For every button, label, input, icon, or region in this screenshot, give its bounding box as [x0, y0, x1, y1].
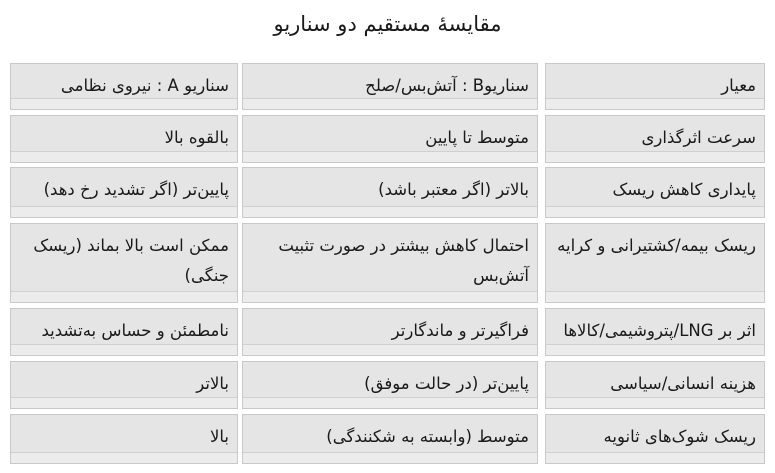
header-criterion: معیار	[721, 76, 756, 95]
header-scenario-b: سناریوB : آتش‌بس/صلح	[365, 76, 529, 95]
header-scenario-a: سناریو A : نیروی نظامی	[60, 76, 229, 95]
table-row-scenario-b: متوسط (وابسته به شکنندگی)	[242, 414, 538, 464]
table-row-criterion: اثر بر LNG/پتروشیمی/کالاها	[545, 308, 765, 356]
table-row-scenario-a: بالقوه بالا	[10, 115, 238, 163]
header-criterion-cell	[545, 63, 765, 110]
table-row-scenario-b: بالاتر (اگر معتبر باشد)	[242, 167, 538, 218]
table-row-scenario-a: پایین‌تر (اگر تشدید رخ دهد)	[10, 167, 238, 218]
table-row-criterion: هزینه انسانی/سیاسی	[545, 361, 765, 409]
table-row-scenario-a: بالاتر	[10, 361, 238, 409]
table-row-scenario-a: بالا	[10, 414, 238, 464]
table-row-criterion: پایداری کاهش ریسک	[545, 167, 765, 218]
table-row-scenario-b: متوسط تا پایین	[242, 115, 538, 163]
table-row-scenario-a: نامطمئن و حساس به‌تشدید	[10, 308, 238, 356]
page-title: مقایسهٔ مستقیم دو سناریو	[273, 12, 502, 36]
table-row-scenario-a: ممکن است بالا بماند (ریسک جنگی)	[10, 223, 238, 303]
table-row-criterion: ریسک بیمه/کشتیرانی و کرایه	[545, 223, 765, 303]
header-scenario-b-cell	[242, 63, 538, 110]
table-row-scenario-b: فراگیرتر و ماندگارتر	[242, 308, 538, 356]
table-row-criterion: سرعت اثرگذاری	[545, 115, 765, 163]
table-row-criterion: ریسک شوک‌های ثانویه	[545, 414, 765, 464]
table-row-scenario-b: پایین‌تر (در حالت موفق)	[242, 361, 538, 409]
header-scenario-a-cell	[10, 63, 238, 110]
table-row-scenario-b: احتمال کاهش بیشتر در صورت تثبیت آتش‌بس	[242, 223, 538, 303]
